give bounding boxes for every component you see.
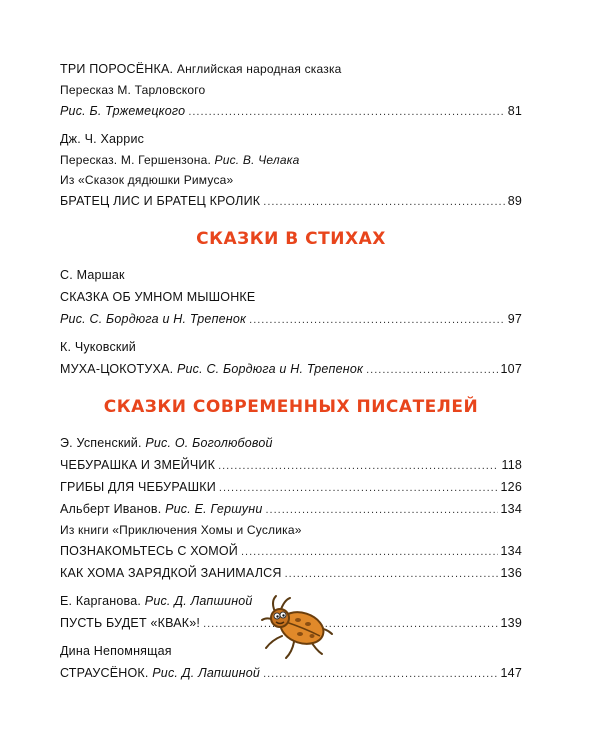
retelling-credit: Пересказ М. Тарловского <box>60 83 206 97</box>
toc-line[interactable] <box>60 358 522 380</box>
leader-dots <box>188 101 504 123</box>
toc-line <box>60 336 522 358</box>
toc-line <box>60 80 522 100</box>
beetle-icon <box>256 592 336 662</box>
section-heading: СКАЗКИ В СТИХАХ <box>196 229 386 249</box>
toc-line[interactable] <box>60 476 522 498</box>
toc-line[interactable] <box>60 540 522 562</box>
story-title: ГРИБЫ ДЛЯ ЧЕБУРАШКИ <box>60 480 216 494</box>
leader-dots <box>219 477 498 499</box>
toc-line[interactable] <box>60 308 522 330</box>
illustrator-credit: Рис. Д. Лапшиной <box>152 666 261 680</box>
toc-line <box>60 170 522 190</box>
toc-line <box>60 128 522 150</box>
toc-line[interactable] <box>60 498 522 520</box>
toc-line[interactable] <box>60 662 522 684</box>
story-title: КАК ХОМА ЗАРЯДКОЙ ЗАНИМАЛСЯ <box>60 566 282 580</box>
author-name: К. Чуковский <box>60 340 136 354</box>
author-name: Э. Успенский. <box>60 436 142 450</box>
toc-line[interactable] <box>60 190 522 212</box>
toc-line <box>60 520 522 540</box>
source-book: Из «Сказок дядюшки Римуса» <box>60 173 234 187</box>
story-subtitle: Английская народная сказка <box>176 62 342 76</box>
leader-dots <box>366 359 497 381</box>
page-number: 118 <box>501 458 522 472</box>
illustrator-credit: Рис. В. Челака <box>214 153 300 167</box>
page-number: 139 <box>500 616 522 630</box>
illustrator-credit: Рис. О. Боголюбовой <box>145 436 273 450</box>
story-title: ПОЗНАКОМЬТЕСЬ С ХОМОЙ <box>60 544 238 558</box>
toc-line[interactable] <box>60 562 522 584</box>
toc-line <box>60 58 522 80</box>
toc-line <box>60 286 522 308</box>
illustrator-credit: Рис. С. Бордюга и Н. Трепенок <box>60 312 247 326</box>
page-number: 97 <box>507 312 522 326</box>
section-heading: СКАЗКИ СОВРЕМЕННЫХ ПИСАТЕЛЕЙ <box>103 397 479 417</box>
leader-dots <box>265 499 497 521</box>
story-title: МУХА-ЦОКОТУХА. <box>60 362 174 376</box>
toc-line <box>60 432 522 454</box>
illustrator-credit: Рис. Е. Гершуни <box>165 502 263 516</box>
story-title: СКАЗКА ОБ УМНОМ МЫШОНКЕ <box>60 290 256 304</box>
page-number: 134 <box>500 544 522 558</box>
leader-dots <box>263 663 497 685</box>
author-name: Альберт Иванов. <box>60 502 162 516</box>
story-title: ЧЕБУРАШКА И ЗМЕЙЧИК <box>60 458 216 472</box>
page-number: 126 <box>500 480 522 494</box>
author-name: Дина Непомнящая <box>60 644 172 658</box>
leader-dots <box>263 191 504 213</box>
author-name: С. Маршак <box>60 268 125 282</box>
retelling-credit: Пересказ. М. Гершензона. <box>60 153 211 167</box>
author-name: Дж. Ч. Харрис <box>60 132 145 146</box>
page-number: 136 <box>500 566 522 580</box>
story-title: ПУСТЬ БУДЕТ «КВАК»! <box>60 616 201 630</box>
leader-dots <box>249 309 505 331</box>
story-title: ТРИ ПОРОСЁНКА. <box>60 62 174 76</box>
page-number: 134 <box>500 502 522 516</box>
author-name: Е. Карганова. <box>60 594 142 608</box>
illustrator-credit: Рис. С. Бордюга и Н. Трепенок <box>176 362 364 376</box>
page-number: 81 <box>507 104 522 118</box>
page-number: 147 <box>500 666 522 680</box>
story-title: БРАТЕЦ ЛИС И БРАТЕЦ КРОЛИК <box>60 194 261 208</box>
source-book: Из книги «Приключения Хомы и Суслика» <box>60 523 302 537</box>
illustrator-credit: Рис. Б. Тржемецкого <box>60 104 186 118</box>
story-title: СТРАУСЁНОК. <box>60 666 149 680</box>
leader-dots <box>285 563 498 585</box>
leader-dots <box>241 541 498 563</box>
leader-dots <box>203 613 497 635</box>
toc-line[interactable] <box>60 454 522 476</box>
table-of-contents <box>60 58 522 684</box>
leader-dots <box>218 455 498 477</box>
page-number: 107 <box>500 362 522 376</box>
page-number: 89 <box>507 194 522 208</box>
illustrator-credit: Рис. Д. Лапшиной <box>144 594 253 608</box>
toc-line <box>60 264 522 286</box>
toc-line[interactable] <box>60 100 522 122</box>
toc-line <box>60 150 522 170</box>
